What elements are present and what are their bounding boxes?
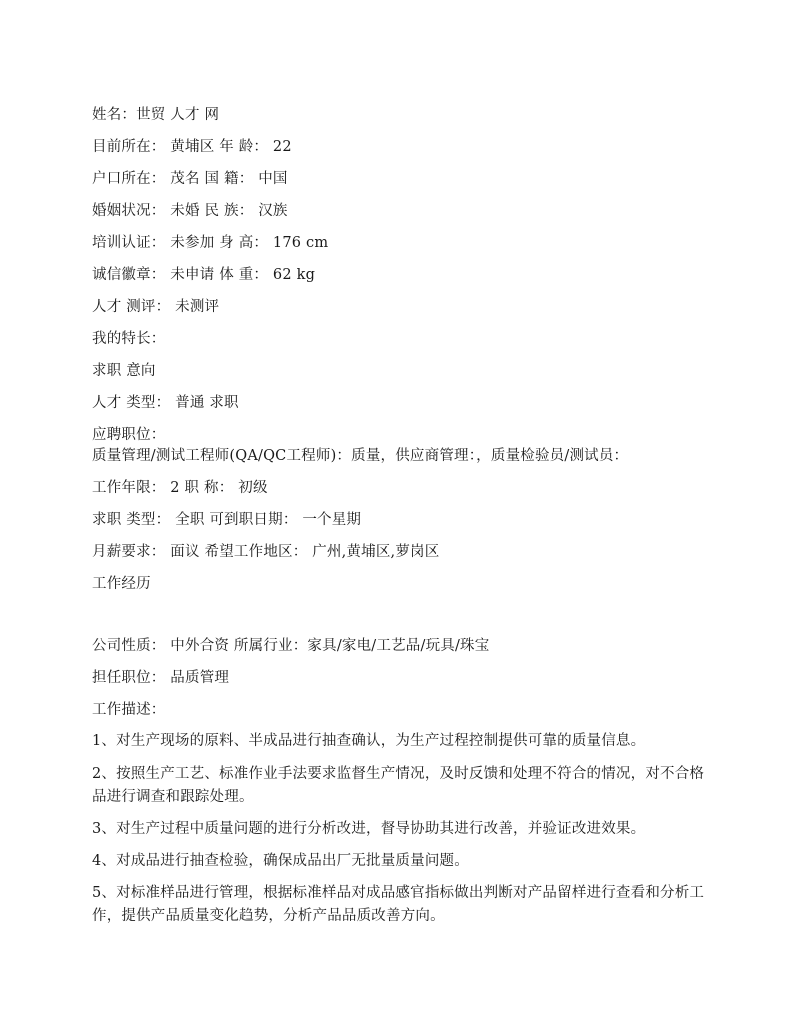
position-label: 应聘职位： xyxy=(92,427,166,443)
training-line: 培训认证： 未参加 身 高： 176 cm xyxy=(92,235,329,251)
intent-heading: 求职 意向 xyxy=(92,363,156,379)
salary-line: 月薪要求： 面议 希望工作地区： 广州,黄埔区,萝岗区 xyxy=(92,544,440,560)
specialty-line: 我的特长： xyxy=(92,331,166,347)
name-line: 姓名：世贸 人才 网 xyxy=(92,107,220,123)
duty-item: 1、对生产现场的原料、半成品进行抽查确认，为生产过程控制提供可靠的质量信息。 xyxy=(92,733,646,749)
duty-item: 5、对标准样品进行管理，根据标准样品对成品感官指标做出判断对产品留样进行查看和分析工作，提供产品质量变化趋势，分析产品品质改善方向。 xyxy=(92,885,705,924)
assessment-line: 人才 测评： 未测评 xyxy=(92,299,220,315)
duty-item: 2、按照生产工艺、标准作业手法要求监督生产情况，及时反馈和处理不符合的情况，对不合格品进行调查和跟踪处理。 xyxy=(92,766,705,805)
role-line: 担任职位： 品质管理 xyxy=(92,670,230,686)
location-line: 目前所在： 黄埔区 年 龄： 22 xyxy=(92,139,292,155)
credit-line: 诚信徽章： 未申请 体 重： 62 kg xyxy=(92,267,316,283)
job-type-line: 求职 类型： 全职 可到职日期： 一个星期 xyxy=(92,512,362,528)
hukou-line: 户口所在： 茂名 国 籍： 中国 xyxy=(92,171,288,187)
duty-item: 4、对成品进行抽查检验，确保成品出厂无批量质量问题。 xyxy=(92,853,469,869)
company-line: 公司性质： 中外合资 所属行业：家具/家电/工艺品/玩具/珠宝 xyxy=(92,638,490,654)
marital-line: 婚姻状况： 未婚 民 族： 汉族 xyxy=(92,203,288,219)
duty-item: 3、对生产过程中质量问题的进行分析改进，督导协助其进行改善，并验证改进效果。 xyxy=(92,821,646,837)
work-heading: 工作经历 xyxy=(92,576,151,592)
position-value: 质量管理/测试工程师(QA/QC工程师)：质量，供应商管理：，质量检验员/测试员： xyxy=(92,448,629,464)
experience-line: 工作年限： 2 职 称： 初级 xyxy=(92,480,268,496)
talent-type-line: 人才 类型： 普通 求职 xyxy=(92,395,239,411)
desc-label: 工作描述： xyxy=(92,702,166,718)
